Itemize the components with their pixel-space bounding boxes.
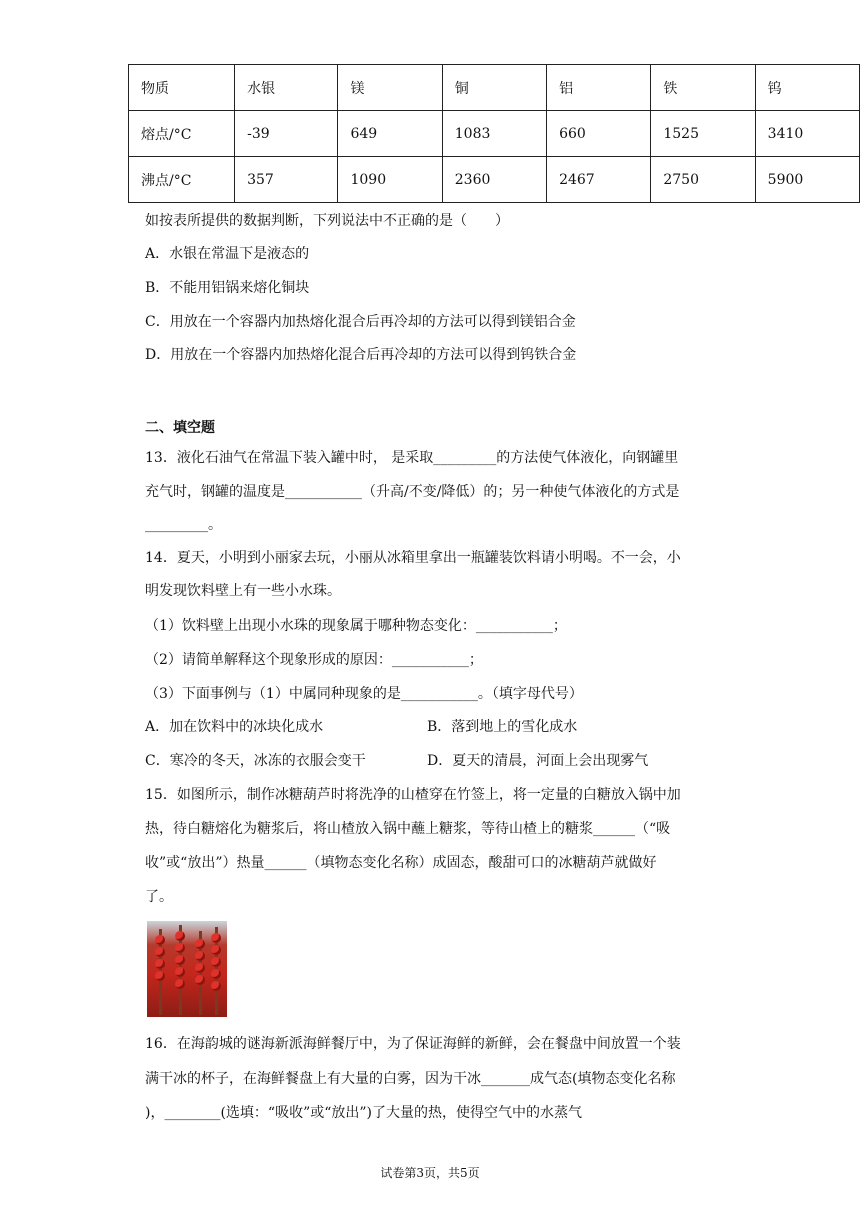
table-cell: 铝 [547, 65, 651, 111]
question-12-option-b: B．不能用铝锅来熔化铜块 [145, 280, 310, 296]
table-cell: 镁 [338, 65, 442, 111]
table-row [129, 111, 860, 157]
question-12-option-a: A．水银在常温下是液态的 [145, 246, 310, 262]
question-13-line: 充气时，钢罐的温度是___________（升高/不变/降低）的；另一种使气体液化的方式是 [145, 484, 680, 500]
table-cell: 物质 [129, 65, 235, 111]
question-16-line: 16．在海韵城的谜海新派海鲜餐厅中，为了保证海鲜的新鲜，会在餐盘中间放置一个装 [145, 1036, 681, 1052]
section-title: 二、填空题 [145, 420, 215, 436]
question-14-line: 14．夏天，小明到小丽家去玩，小丽从冰箱里拿出一瓶罐装饮料请小明喝。不一会，小 [145, 550, 681, 566]
question-14-sub3: （3）下面事例与（1）中属同种现象的是___________。（填字母代号） [145, 686, 583, 702]
question-15-line: 15．如图所示，制作冰糖葫芦时将洗净的山楂穿在竹签上，将一定量的白糖放入锅中加 [145, 787, 681, 803]
question-13-line: _________。 [145, 517, 222, 533]
table-cell: 2750 [651, 157, 755, 203]
table-cell: 钨 [755, 65, 859, 111]
table-cell: 660 [547, 111, 651, 157]
question-15-line: 热，待白糖熔化为糖浆后，将山楂放入锅中蘸上糖浆，等待山楂上的糖浆______（“吸 [145, 821, 671, 837]
table-cell: 357 [235, 157, 338, 203]
question-13-line: 13．液化石油气在常温下装入罐中时， 是采取_________的方法使气体液化，向钢罐里 [145, 450, 679, 466]
question-14-option-a: A．加在饮料中的冰块化成水 [145, 719, 324, 735]
table-cell: 3410 [755, 111, 859, 157]
question-15-line: 了。 [145, 889, 173, 905]
table-cell: 铜 [442, 65, 546, 111]
question-14-option-c: C．寒冷的冬天，冰冻的衣服会变干 [145, 753, 366, 769]
melting-boiling-table [128, 64, 860, 203]
table-cell: 2360 [442, 157, 546, 203]
table-cell: 沸点/°C [129, 157, 235, 203]
table-cell: 5900 [755, 157, 859, 203]
table-cell: -39 [235, 111, 338, 157]
question-16-line: )，________(选填：“吸收”或“放出”)了大量的热，使得空气中的水蒸气 [145, 1105, 583, 1121]
table-cell: 铁 [651, 65, 755, 111]
question-14-sub2: （2）请简单解释这个现象形成的原因：___________； [145, 652, 483, 668]
question-15-line: 收”或“放出”）热量______（填物态变化名称）成固态，酸甜可口的冰糖葫芦就做好 [145, 855, 657, 871]
question-16-line: 满干冰的杯子，在海鲜餐盘上有大量的白雾，因为干冰_______成气态(填物态变化名称 [145, 1071, 676, 1087]
question-14-option-b: B．落到地上的雪化成水 [427, 719, 578, 735]
question-12-option-c: C．用放在一个容器内加热熔化混合后再冷却的方法可以得到镁铝合金 [145, 314, 576, 330]
table-row [129, 157, 860, 203]
table-cell: 649 [338, 111, 442, 157]
table-cell: 熔点/°C [129, 111, 235, 157]
question-14-sub1: （1）饮料壁上出现小水珠的现象属于哪种物态变化：___________； [145, 618, 567, 634]
table-cell: 1083 [442, 111, 546, 157]
table-cell: 2467 [547, 157, 651, 203]
table-cell: 1090 [338, 157, 442, 203]
candied-hawthorn-image [147, 921, 227, 1017]
page-footer: 试卷第3页，共5页 [380, 1166, 480, 1180]
question-14-option-d: D．夏天的清晨，河面上会出现雾气 [427, 753, 649, 769]
table-cell: 1525 [651, 111, 755, 157]
table-row [129, 65, 860, 111]
table-cell: 水银 [235, 65, 338, 111]
question-12-option-d: D．用放在一个容器内加热熔化混合后再冷却的方法可以得到钨铁合金 [145, 347, 577, 363]
question-12-stem: 如按表所提供的数据判断，下列说法中不正确的是（ ） [145, 213, 509, 229]
question-14-line: 明发现饮料壁上有一些小水珠。 [145, 583, 341, 599]
